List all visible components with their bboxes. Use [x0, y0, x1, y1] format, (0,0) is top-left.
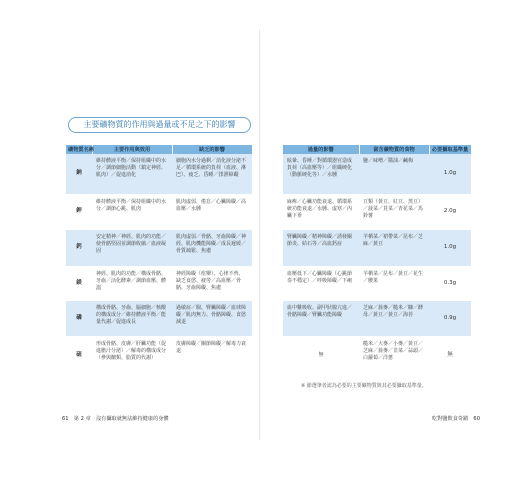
excess-cell: 腎臟障礙／精神障礙／誘發關節炎、結石等／高血鈣症	[283, 229, 359, 266]
foods-cell: 羊栖菜／裙帶菜／昆布／芝麻／黃豆	[359, 229, 429, 266]
mineral-excess-table	[283, 145, 472, 376]
header-main-effect: 主要作用與效用	[92, 145, 172, 154]
deficit-cell: 神經障礙（痙攣）、心律不齊、缺乏食慾、疲勞／高血壓／骨骼、牙齒障礙、焦慮	[172, 266, 252, 300]
header-foods: 富含礦物質的食物	[359, 145, 429, 154]
footer-left: 61 第 2 章 沒有攝取就無法維持健康的身體	[62, 416, 169, 422]
header-intake: 必要攝取基準量	[429, 145, 471, 154]
effect-cell: 維持體液平衡／保持組織中的水分／調節細胞活動（鎮定神經、肌肉）／促進消化	[92, 154, 172, 194]
table-row	[66, 229, 252, 266]
table-row	[66, 336, 252, 375]
footer-right: 吃對鹽飲食奇蹟 60	[431, 416, 480, 422]
footnote: ※ 節選筆者認為必要的主要礦物質與其必要攝取基準量。	[301, 383, 427, 389]
mineral-name: 硫	[66, 336, 92, 375]
header-deficiency: 缺乏的影響	[172, 145, 252, 154]
mineral-name: 鉀	[66, 194, 92, 229]
header-mineral-name: 礦物質名稱	[68, 147, 94, 153]
table-row	[283, 336, 471, 375]
mineral-name: 磷	[66, 300, 92, 336]
table-row	[66, 300, 252, 336]
table-row	[283, 229, 471, 266]
mineral-effects-table	[66, 145, 253, 376]
intake-cell: 2.0g	[429, 194, 471, 229]
table-row	[283, 194, 471, 229]
mineral-name: 鈣	[66, 229, 92, 266]
mineral-name: 鎂	[66, 266, 92, 300]
foods-cell: 鹽／味噌／醬油／鹹梅	[359, 154, 429, 194]
intake-cell: 1.0g	[429, 154, 471, 194]
excess-cell: 麻痺／心臟功能衰退、循環系統功能衰退／水腫、虛寒／內臟下垂	[283, 194, 359, 229]
page-spine	[259, 30, 260, 440]
effect-cell: 形成骨骼、皮膚／肝臟功能（促進膽汁分泌）／解毒的構成成分（參與醣類、脂質的代謝）	[92, 336, 172, 375]
effect-cell: 構成骨骼、牙齒、腦細胞／核酸的構成成分／維持體液平衡／能量代謝／促進成長	[92, 300, 172, 336]
table-row	[66, 266, 252, 300]
mineral-name: 鈉	[66, 154, 92, 194]
foods-cell: 羊栖菜／昆布／黃豆／花生／腰果	[359, 266, 429, 300]
table-row	[283, 266, 471, 300]
header-excess: 過量的影響	[283, 145, 359, 154]
intake-cell: 1.0g	[429, 229, 471, 266]
deficit-cell: 細胞內水分過剩／消化液分泌不足／循環系統的負荷（血液、淋巴）、疲乏、昏睡／排泄障礙	[172, 154, 252, 194]
section-title: 主要礦物質的作用與過量或不足之下的影響	[68, 117, 251, 133]
foods-cell: 糙米／大麥／小麥／黃豆／芝麻／蕎麥／韭菜／蒜頭／白蘿蔔／洋蔥	[359, 336, 429, 375]
deficit-cell: 皮膚障礙／關節障礙／解毒力衰退	[172, 336, 252, 375]
effect-cell: 維持體液平衡／保持組織中的水分／調節心跳、肌肉	[92, 194, 172, 229]
intake-cell: 0.9g	[429, 300, 471, 336]
excess-cell: 血壓低下／心臟障礙（心跳節奏不穩定）／呼吸障礙／下痢	[283, 266, 359, 300]
effect-cell: 神經、肌肉的功能／構成骨骼、牙齒／活化酵素／調節血壓、體溫	[92, 266, 172, 300]
excess-cell: 無	[283, 336, 359, 375]
table-row	[283, 300, 471, 336]
deficit-cell: 肌肉虛弱、倦怠／心臟障礙／高血壓／水腫	[172, 194, 252, 229]
excess-cell: 血中難吸收、副甲狀腺亢進／骨骼障礙／腎臟功能障礙	[283, 300, 359, 336]
intake-cell: 無	[429, 336, 471, 375]
deficit-cell: 肌肉虛弱／骨骼、牙齒障礙／神經、肌肉機能障礙／成長遲緩／骨質疏鬆、焦慮	[172, 229, 252, 266]
excess-cell: 眩暈、昏睡／對循環器官造成負荷（高血壓等）／組織硬化（動脈硬化等）／水腫	[283, 154, 359, 194]
table-row	[66, 154, 252, 194]
table-row	[66, 194, 252, 229]
deficit-cell: 過敏症／腸、腎臟障礙／血球障礙／肌肉無力、骨骼障礙、食慾減退	[172, 300, 252, 336]
effect-cell: 安定精神／神經、肌肉的功能／使骨骼堅固並調節收縮／血液凝固	[92, 229, 172, 266]
foods-cell: 芝麻／蕎麥／糙米／糠／酵母／黃豆／黃豆／海苔	[359, 300, 429, 336]
foods-cell: 豆類（黃豆、紅豆、黑豆）／菠菜／莧菜／青花菜／馬鈴薯	[359, 194, 429, 229]
table-row	[283, 154, 471, 194]
intake-cell: 0.3g	[429, 266, 471, 300]
